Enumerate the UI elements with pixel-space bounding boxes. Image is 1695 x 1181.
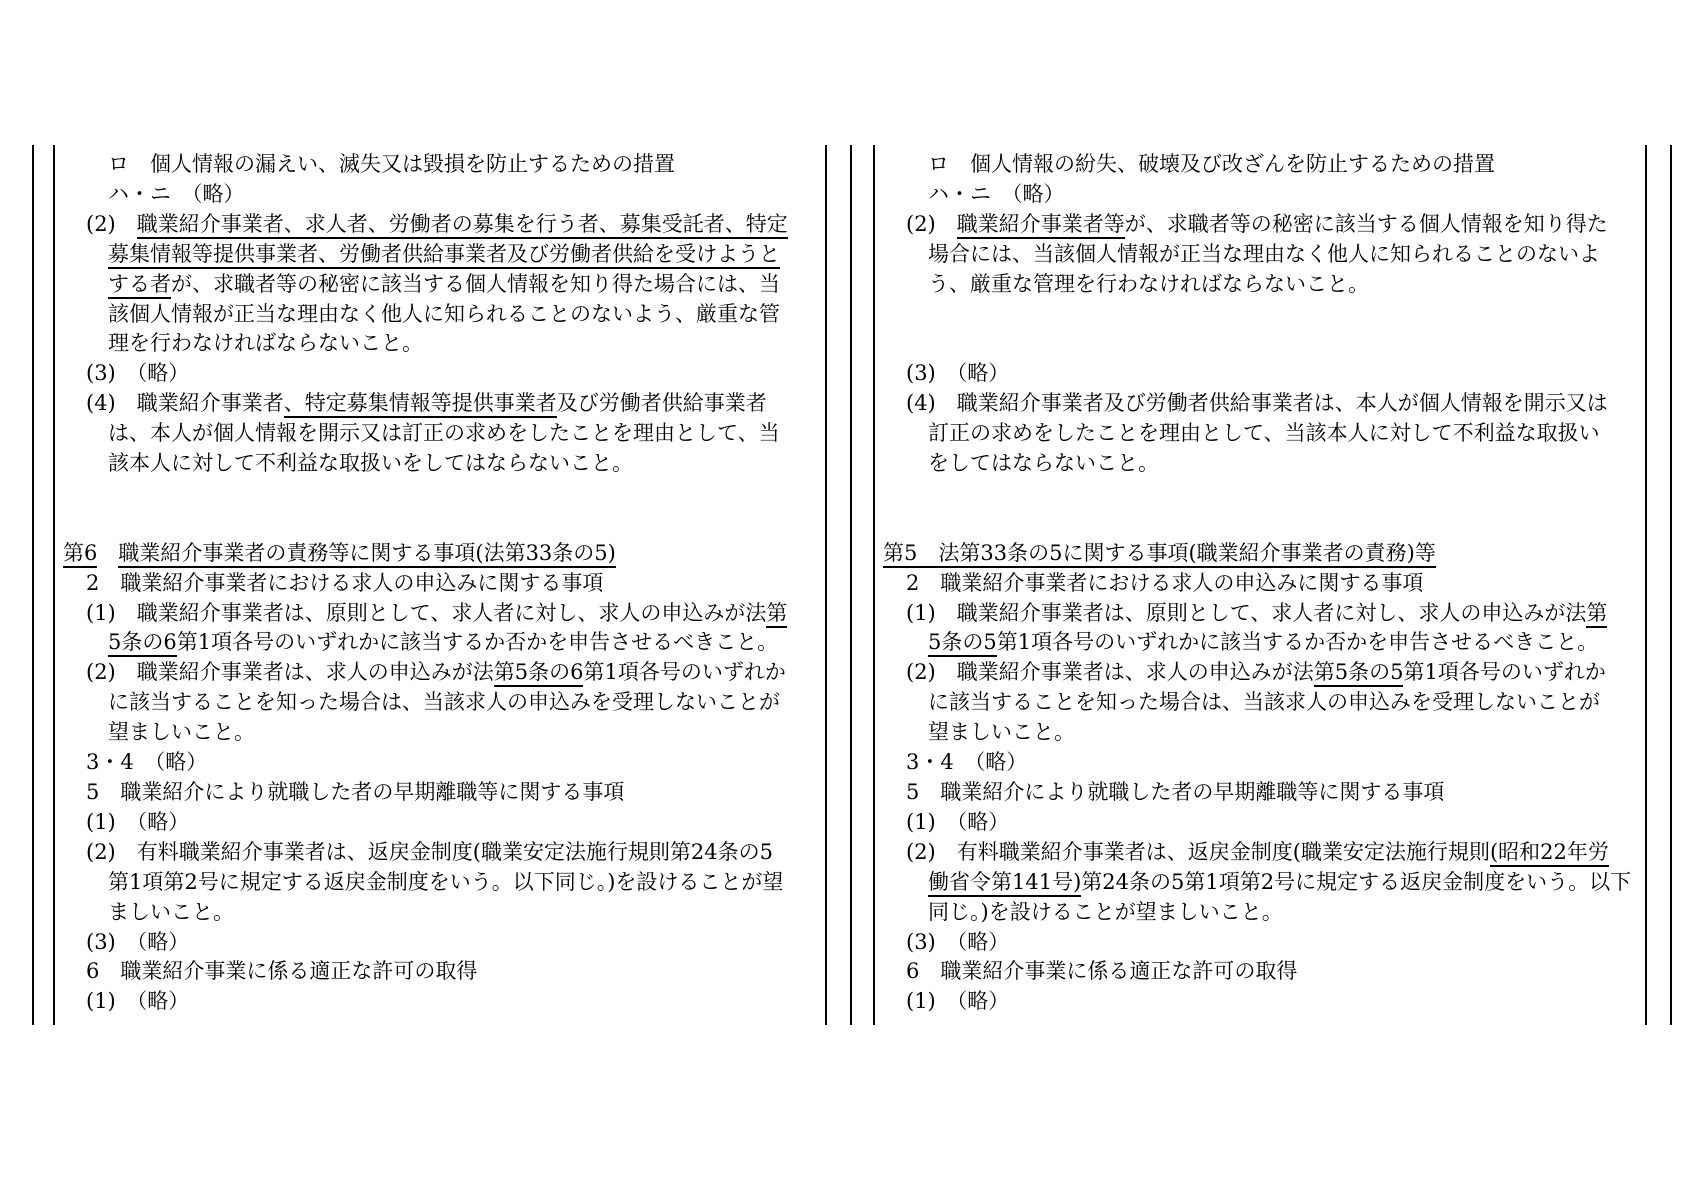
underlined-text-segment: 、特定募集情報等提供事業者	[284, 391, 557, 418]
text-line	[873, 449, 1645, 479]
text-line	[53, 808, 825, 838]
text-line	[873, 718, 1645, 748]
text-segment: 理を行わなければならないこと。	[108, 331, 423, 356]
right-column	[873, 150, 1645, 1017]
text-segment: (2)	[86, 211, 137, 236]
underlined-text-segment: 募集情報等提供事業者、労働者供給事業者及び労働者供給を受けようと	[108, 242, 780, 269]
text-segment: 訂正の求めをしたことを理由として、当該本人に対して不利益な取扱い	[928, 421, 1600, 446]
text-line	[53, 718, 825, 748]
text-line	[53, 748, 825, 778]
right-column-inner-right-rule	[1645, 145, 1647, 1025]
text-segment	[97, 541, 118, 565]
text-line	[53, 987, 825, 1017]
text-line	[53, 688, 825, 718]
text-line	[53, 300, 825, 330]
text-line	[53, 270, 825, 300]
text-line	[873, 569, 1645, 599]
text-segment: 5 職業紹介により就職した者の早期離職等に関する事項	[86, 780, 625, 804]
underlined-text-segment: する者	[108, 272, 171, 299]
text-segment: ましいこと。	[108, 899, 234, 924]
text-line	[53, 778, 825, 808]
text-segment: は、本人が個人情報を開示又は訂正の求めをしたことを理由として、当	[108, 421, 780, 446]
text-segment: 3・4 （略）	[86, 750, 208, 775]
text-segment: (1) （略）	[906, 809, 1010, 834]
blank-line	[873, 300, 1645, 330]
left-column-outer-left-rule	[32, 145, 34, 1025]
text-line	[53, 957, 825, 987]
underlined-text-segment: 第	[766, 601, 787, 628]
text-line	[873, 898, 1645, 928]
text-line	[873, 808, 1645, 838]
underlined-text-segment: 第5 法第33条の5に関する事項(職業紹介事業者の責務)等	[883, 541, 1436, 568]
text-segment: (2) 職業紹介事業者は、求人の申込みが法	[906, 660, 1314, 685]
text-segment: 第1項各号のいずれか	[583, 660, 786, 685]
text-line	[53, 180, 825, 210]
underlined-text-segment: 第	[1586, 601, 1607, 628]
text-segment: (4) 職業紹介事業者及び労働者供給事業者は、本人が個人情報を開示又は	[906, 391, 1608, 416]
text-segment: 第1項各号のいずれか	[1403, 660, 1606, 685]
text-segment: (1) 職業紹介事業者は、原則として、求人者に対し、求人の申込みが法	[86, 600, 767, 625]
text-segment: をしてはならないこと。	[928, 451, 1159, 476]
text-line	[53, 658, 825, 688]
text-segment: (3) （略）	[906, 929, 1010, 954]
blank-line	[53, 509, 825, 539]
text-line	[53, 210, 825, 240]
text-segment: う、厳重な管理を行わなければならないこと。	[928, 271, 1369, 296]
blank-line	[873, 509, 1645, 539]
text-line	[53, 928, 825, 958]
center-shared-rule	[850, 145, 852, 1025]
underlined-text-segment: 職業紹介事業者の責務等に関する事項(法第33条の5)	[118, 541, 615, 568]
text-line	[873, 359, 1645, 389]
text-line	[873, 599, 1645, 629]
text-segment: (2) 職業紹介事業者は、求人の申込みが法	[86, 660, 494, 685]
text-line	[53, 569, 825, 599]
text-line	[873, 688, 1645, 718]
blank-line	[873, 479, 1645, 509]
text-line	[873, 270, 1645, 300]
text-line	[53, 419, 825, 449]
text-segment: 6 職業紹介事業に係る適正な許可の取得	[906, 959, 1298, 984]
text-segment: 5 職業紹介により就職した者の早期離職等に関する事項	[906, 779, 1445, 804]
text-segment: ロ 個人情報の漏えい、滅失又は毀損を防止するための措置	[108, 152, 675, 176]
text-line	[873, 748, 1645, 778]
text-segment: 該個人情報が正当な理由なく他人に知られることのないよう、厳重な管	[108, 301, 780, 326]
text-line	[873, 539, 1645, 569]
text-segment: に該当することを知った場合は、当該求人の申込みを受理しないことが	[108, 690, 780, 715]
text-line	[873, 240, 1645, 270]
text-segment: (3) （略）	[906, 361, 1010, 386]
underlined-text-segment: 5条の5	[928, 630, 997, 657]
text-segment: 望ましいこと。	[928, 720, 1075, 745]
text-line	[873, 210, 1645, 240]
text-segment: 及び労働者供給事業者	[556, 391, 767, 416]
text-line	[53, 539, 825, 569]
text-line	[53, 449, 825, 479]
left-column-inner-right-rule	[825, 145, 827, 1025]
text-line	[53, 329, 825, 359]
text-segment: が、求職者等の秘密に該当する個人情報を知り得た	[1124, 211, 1608, 236]
text-segment: 6 職業紹介事業に係る適正な許可の取得	[86, 959, 478, 984]
text-line	[873, 987, 1645, 1017]
text-segment: (2) 有料職業紹介事業者は、返戻金制度(職業安定法施行規則第24条の5	[86, 839, 774, 864]
blank-line	[53, 479, 825, 509]
text-line	[53, 868, 825, 898]
text-line	[873, 957, 1645, 987]
text-segment: (3) （略）	[86, 361, 190, 386]
text-line	[873, 868, 1645, 898]
text-segment: ロ 個人情報の紛失、破壊及び改ざんを防止するための措置	[928, 152, 1495, 176]
text-line	[53, 389, 825, 419]
text-segment: 3・4 （略）	[906, 750, 1028, 775]
text-line	[873, 658, 1645, 688]
text-line	[873, 180, 1645, 210]
underlined-text-segment: 第5条の5	[1314, 660, 1404, 687]
left-column	[53, 150, 825, 1017]
underlined-text-segment: 職業紹介事業者、求人者、労働者の募集を行う者、募集受託者、特定	[137, 212, 788, 239]
text-segment: 場合には、当該個人情報が正当な理由なく他人に知られることのないよ	[928, 241, 1600, 266]
right-column-outer-right-rule	[1670, 145, 1672, 1025]
text-segment: 同じ。)を設けることが望ましいこと。	[928, 899, 1283, 924]
text-line	[873, 838, 1645, 868]
text-segment: に該当することを知った場合は、当該求人の申込みを受理しないことが	[928, 690, 1600, 715]
text-line	[873, 150, 1645, 180]
text-segment: 2 職業紹介事業者における求人の申込みに関する事項	[906, 570, 1424, 595]
text-line	[873, 628, 1645, 658]
text-segment: (4) 職業紹介事業者	[86, 391, 284, 416]
text-segment: (3) （略）	[86, 929, 190, 954]
text-segment: が、求職者等の秘密に該当する個人情報を知り得た場合には、当	[171, 271, 780, 296]
text-line	[873, 419, 1645, 449]
text-line	[53, 240, 825, 270]
text-segment: (1) （略）	[906, 989, 1010, 1014]
text-segment: 第1項各号のいずれかに該当するか否かを申告させるべきこと。	[176, 630, 779, 655]
underlined-text-segment: 働省令第141号)	[928, 870, 1081, 897]
text-segment: ハ・ニ （略）	[108, 181, 245, 206]
text-segment: 2 職業紹介事業者における求人の申込みに関する事項	[86, 570, 604, 595]
underlined-text-segment: 職業紹介事業者等	[957, 212, 1125, 239]
text-segment: 第1項各号のいずれかに該当するか否かを申告させるべきこと。	[996, 630, 1599, 655]
underlined-text-segment: 第5条の6	[494, 660, 584, 687]
blank-line	[873, 329, 1645, 359]
text-line	[53, 838, 825, 868]
text-segment: ハ・ニ （略）	[928, 181, 1065, 206]
text-line	[53, 150, 825, 180]
text-segment: (2)	[906, 211, 957, 236]
text-segment: (1) 職業紹介事業者は、原則として、求人者に対し、求人の申込みが法	[906, 600, 1587, 625]
text-line	[53, 359, 825, 389]
text-line	[873, 928, 1645, 958]
text-segment: (1) （略）	[86, 809, 190, 834]
text-line	[53, 898, 825, 928]
text-segment: 第1項第2号に規定する返戻金制度をいう。以下同じ。)を設けることが望	[108, 869, 784, 894]
text-line	[873, 389, 1645, 419]
text-segment: 該本人に対して不利益な取扱いをしてはならないこと。	[108, 451, 633, 476]
text-segment: 第24条の5第1項第2号に規定する返戻金制度をいう。以下	[1081, 869, 1632, 894]
underlined-text-segment: 5条の6	[108, 630, 177, 657]
underlined-text-segment: 第6	[63, 541, 97, 568]
text-segment: (2) 有料職業紹介事業者は、返戻金制度(職業安定法施行規則	[906, 839, 1490, 864]
text-segment: 望ましいこと。	[108, 720, 255, 745]
text-line	[873, 778, 1645, 808]
text-line	[53, 599, 825, 629]
text-segment: (1) （略）	[86, 989, 190, 1014]
text-line	[53, 628, 825, 658]
underlined-text-segment: (昭和22年労	[1490, 840, 1609, 867]
